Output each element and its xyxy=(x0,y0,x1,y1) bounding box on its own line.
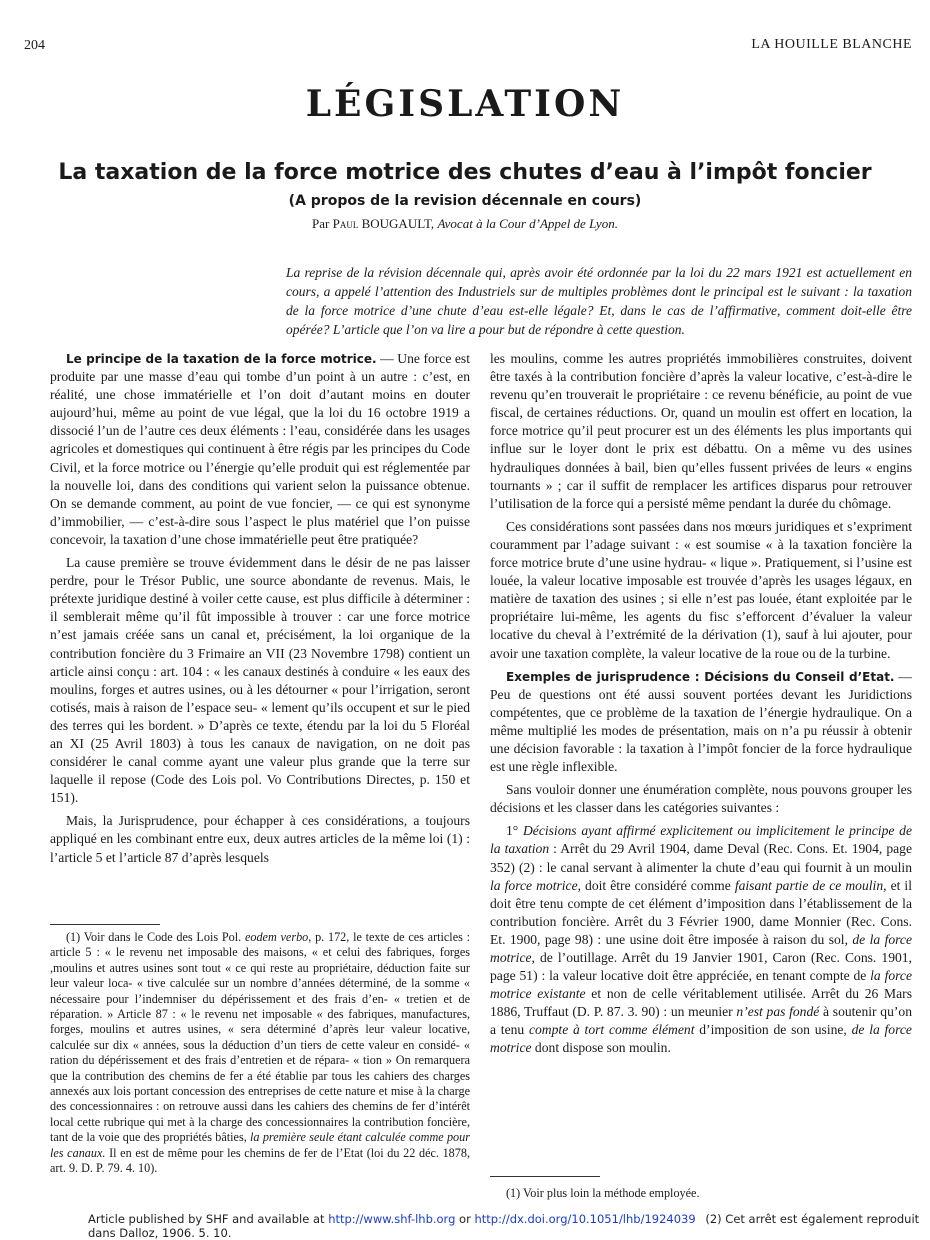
section-title: LÉGISLATION xyxy=(305,83,625,125)
footnote-1-right: (1) Voir plus loin la méthode employée. xyxy=(506,1186,700,1200)
left-paragraph-3: Mais, la Jurisprudence, pour échapper à ces considérations, a toujours appliqué en les combinant entre eux, deux autres articles de la même loi (1) : l’article 5 et l’article 87 d’après lesquels xyxy=(50,813,470,865)
left-paragraph-1 xyxy=(50,350,470,549)
fn-text-b: , p. 172, le texte de ces articles : article 5 : « le revenu net imposable des maisons, « et celui des fabriques, forges ,moulins et autres usines sont tout « ce qui reste au propriétaire, déduction faite sur leur valeur loca- « tive calculée sur un nombre d’années déterminé, de la somme « nécessaire pour l’indemniser du dépérissement et des frais d’en- « tretien et de réparation. » Article 87 : « le revenu net imposable « des fabriques, manufactures, forges, moulins et autres usines, « sera déterminé d’après leur valeur locative, calculée sur dix « années, sous la déduction d’un tiers de cette valeur en considé- « ration du dépérissement et des frais d’entretien et de répara- « tion » On remarquera que la contribution des chemins de fer a été établie par tous les cahiers des charges annexés aux lois portant concession des entreprises de cette nature et mise à la charge des concessionnaires : on retrouve aussi dans les cahiers des chemins de fer d’intérêt local cette rubrique qui met à la charge des concessionnaires la contribution foncière, tant de la voie que des propriétés bâties, xyxy=(50,930,470,1145)
p5-i1: Décisions ayant affirmé explicitement ou implicitement le principe de la taxation xyxy=(490,823,912,857)
section-heading-jurisprudence: Exemples de jurisprudence : Décisions du Conseil d’Etat. xyxy=(506,669,895,684)
left-column xyxy=(50,350,470,872)
journal-title: LA HOUILLE BLANCHE xyxy=(751,37,912,52)
p5-c: , et il doit être tenu compte de cet élément d’imposition dans l’établissement de la contribution foncière. Arrêt du 3 Février 1900, dame Monnier (Rec. Cons. Et. 1900, page 98) : une usine doit être imposée à raison du sol, xyxy=(490,877,912,947)
author-role: Avocat à la Cour d’Appel de Lyon. xyxy=(437,216,618,231)
byline xyxy=(0,216,930,232)
right-paragraph-3-text: — Peu de questions ont été aussi souvent portées devant les Juridictions compétentes, que ce problème de la taxation de l’énergie hydraulique. On a même multiplié les modes de présentation, mais on n’a pu réussir à obtenir une décision favorable : la taxation à l’impôt foncier de la force hydraulique est une règle inflexible. xyxy=(490,668,912,775)
footnote-1-left xyxy=(50,930,470,1177)
byline-prefix: Par xyxy=(312,216,330,231)
p5-i4: de la force motrice xyxy=(490,931,912,965)
right-column xyxy=(490,350,912,1063)
p5-num: 1° xyxy=(506,823,523,839)
right-paragraph-3 xyxy=(490,668,912,777)
footer-link-shf[interactable]: http://www.shf-lhb.org xyxy=(328,1212,456,1226)
footer-link-doi[interactable]: http://dx.doi.org/10.1051/lhb/1924039 xyxy=(474,1212,696,1226)
p5-b: , doit être considéré comme xyxy=(577,877,735,893)
page-number: 204 xyxy=(24,38,45,53)
p5-i6: n’est pas fondé xyxy=(736,1004,820,1020)
author-name: Paul BOUGAULT, xyxy=(332,216,435,231)
right-paragraph-1: les moulins, comme les autres propriétés immobilières construites, doivent être taxés à la contribution foncière d’après la valeur locative, c’est-à-dire le revenu qu’en trouverait le propriétaire : ce revenu bénéficie, au point de vue fiscal, de certaines réductions. Or, quand un moulin est offert en location, la force motrice qu’il peut procurer est un des éléments les plus importants qui influe sur le loyer dont le prix est débattu. On a même vu des usines hydrauliques données à bail, bien qu’elles fussent privées de leurs « engins tournants » ; car il suffit de remplacer les artifices disparus pour retrouver l’utilisation de la force qui a persisté même pendant la durée du chômage. xyxy=(490,351,912,511)
abstract: La reprise de la révision décennale qui, après avoir été ordonnée par la loi du 22 mars 1921 est actuellement en cours, a appelé l’attention des Industriels sur de multiples problèmes dont le principal est le suivant : la taxation de la force motrice d’une chute d’eau est-elle légale? Et, dans le cas de l’affirmative, comment doit-elle être opérée? L’article que l’on va lire a pour but de répondre à cette question. xyxy=(286,265,912,337)
right-footnotes xyxy=(490,1186,912,1204)
right-paragraph-2: Ces considérations sont passées dans nos mœurs juridiques et s’expriment couramment par l’adage suivant : « est soumise « à la taxation foncière la force motrice brute d’une usine hydrau- « lique ». Pratiquement, si l’usine est louée, la valeur locative imposable est trouvée d’après les usages légaux, en matière de taxation des usines ; si elle n’est pas louée, étant exploitée par le propriétaire lui-même, les agents du fisc s’efforcent d’évaluer la valeur locative du cheval à l’extrémité de la dérivation (1), sauf à lui ajouter, pour avoir une taxation complète, la valeur locative de la roue ou de la turbine. xyxy=(490,518,912,661)
left-paragraph-2: La cause première se trouve évidemment dans le désir de ne pas laisser perdre, pour le Trésor Public, une source abondante de revenus. Mais, le prétexte juridique destiné à voiler cette cause, est plus difficile à déterminer : il semblerait même qu’il fût impossible à trouver : car une force motrice n’est jamais créée sans un canal et, précisément, la loi organique de la contribution foncière du 3 Frimaire an VII (23 Novembre 1798) contient un article ainsi conçu : art. 104 : « les canaux destinés à conduire « les eaux des moulins, forges et autres usines, ou à les détourner « pour l’irrigation, seront cotisés, mais à raison de l’espace seu- « lement qu’ils occupent et sur le pied des terres qui les bordent. » D’après ce texte, étendu par la loi du 5 Floréal an XI (25 Avril 1803) à tous les canaux de navigation, on ne doit pas considérer le canal comme ayant une valeur plus grande que la terre sur laquelle il repose (Code des Lois pol. Vo Contributions Directes, p. 150 et 151). xyxy=(50,555,470,806)
footnote-2-right: (2) Cet arrêt est également reproduit dans Dalloz, 1906. 5. 10. xyxy=(88,1212,920,1240)
p5-i3: faisant partie de ce moulin xyxy=(734,877,884,893)
left-paragraph-1-text: — Une force est produite par une masse d’eau qui tombe d’un point à un autre : c’est, en réalité, une chose immatérielle et l’on doit d’autant moins en douter aujourd’hui, même au point de vue légal, que la loi du 16 octobre 1919 a dissocié l’un de l’autre ces deux éléments : l’eau, considérée dans les usages agricoles et domestiques qui continuent à être régis par les principes du Code Civil, et la force motrice ou l’énergie qu’elle produit qui est réglementée par la nouvelle loi, dans des conditions qui varient selon la puissance obtenue. On se demande comment, au point de vue foncier, — ce qui est synonyme d’immobilier, — c’est-à-dire sous l’aspect le plus matériel que l’on puisse concevoir, la taxation d’une chose immatérielle peut être pratiquée? xyxy=(50,351,470,547)
footnote-divider-left xyxy=(50,924,160,925)
fn-text-a: (1) Voir dans le Code des Lois Pol. xyxy=(66,930,245,944)
right-paragraph-4: Sans vouloir donner une énumération complète, nous pouvons grouper les décisions et les classer dans les catégories suivantes : xyxy=(490,782,912,816)
fn-italic-a: eodem verbo xyxy=(244,930,309,944)
footer-text: Article published by SHF and available at xyxy=(88,1212,329,1226)
p5-i8: de la force motrice xyxy=(490,1022,912,1056)
fn-text-c: Il en est de même pour les chemins de fer de l’Etat (loi du 22 déc. 1878, art. 9. D. P. 79. 4. 10). xyxy=(50,1145,471,1176)
p5-i2: la force motrice xyxy=(490,877,578,893)
footnote-divider-right xyxy=(490,1176,600,1177)
p5-f: à soutenir qu’on a tenu xyxy=(490,1004,912,1038)
fn-italic-b: la première seule étant calculée comme pour les canaux. xyxy=(50,1130,470,1160)
p5-i7: compte à tort comme élément xyxy=(528,1022,695,1038)
right-paragraph-5 xyxy=(490,822,912,1057)
article-title: La taxation de la force motrice des chutes d’eau à l’impôt foncier xyxy=(58,160,872,185)
section-heading-principe: Le principe de la taxation de la force motrice. xyxy=(66,352,377,366)
p5-d: , de l’outillage. Arrêt du 19 Janvier 1901, Caron (Rec. Cons. 1901, page 51) : la valeur locative doit être appréciée, en tenant compte de xyxy=(490,950,912,984)
article-subtitle: (A propos de la revision décennale en cours) xyxy=(288,193,642,209)
left-footnote xyxy=(50,930,470,1180)
p5-e: et non de celle véritablement utilisée. Arrêt du 26 Mars 1886, Truffaut (D. P. 87. 3. 90) : un meunier xyxy=(490,986,912,1020)
footer-text-or: or xyxy=(455,1212,475,1226)
p5-h: dont dispose son moulin. xyxy=(531,1040,671,1056)
p5-g: d’imposition de son usine, xyxy=(694,1022,852,1038)
p5-a: : Arrêt du 29 Avril 1904, dame Deval (Rec. Cons. Et. 1904, page 352) (2) : le canal servant à alimenter la chute d’eau qui fournit à un moulin xyxy=(490,841,912,875)
p5-i5: la force motrice existante xyxy=(490,968,912,1002)
